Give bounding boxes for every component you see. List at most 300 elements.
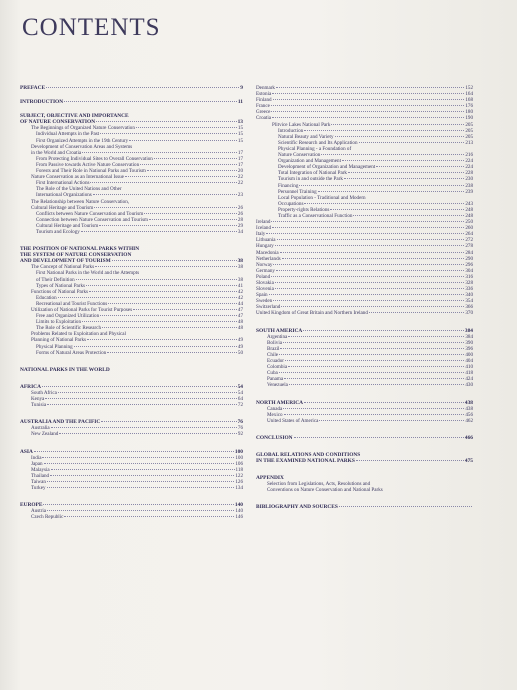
toc-entry-title: Argentina — [267, 333, 288, 340]
toc-page-number: 15 — [237, 137, 243, 144]
toc-entry — [20, 402, 243, 408]
toc-entry — [20, 99, 243, 105]
toc-page-number: 146 — [235, 514, 243, 521]
toc-entry-title: Physical Planning — [36, 343, 73, 350]
toc-entry-title: The Role of Scientific Research — [36, 325, 102, 332]
toc-page-number: 205 — [465, 133, 473, 140]
toc-page-number: 216 — [465, 152, 473, 159]
toc-entry-title: Lithuania — [256, 237, 276, 244]
toc-leader — [273, 264, 464, 265]
toc-leader — [82, 152, 237, 153]
toc-entry — [20, 229, 243, 235]
toc-page-number: 22 — [237, 174, 243, 181]
toc-entry-title: Forests and Their Role in National Parks and Tourism — [36, 168, 146, 175]
toc-entry — [20, 350, 243, 356]
toc-entry-title: AUSTRALIA AND THE PACIFIC — [20, 419, 101, 426]
toc-leader — [294, 437, 464, 438]
toc-entry-title: Cultural Heritage and Tourism — [31, 204, 94, 211]
toc-page-number: 50 — [237, 349, 243, 356]
toc-page-number: 118 — [235, 466, 243, 473]
toc-entry-title: From Protecting Individual Sites to Overall Conservation — [36, 155, 153, 162]
toc-page-number: 248 — [465, 206, 473, 213]
toc-page-number: 38 — [237, 264, 243, 271]
toc-page-number: 296 — [465, 261, 473, 268]
toc-page-number: 20 — [237, 168, 243, 175]
toc-leader — [93, 194, 237, 195]
toc-leader — [45, 398, 237, 399]
toc-leader — [271, 111, 464, 112]
toc-leader — [100, 315, 237, 316]
toc-page-number: 410 — [465, 364, 473, 371]
toc-entry-title: NATIONAL PARKS IN THE WORLD — [20, 366, 110, 373]
toc-entry — [256, 458, 473, 464]
toc-entry-title: Italy — [256, 231, 266, 238]
toc-leader — [266, 233, 464, 234]
toc-leader — [339, 506, 472, 507]
toc-page-number: 48 — [237, 325, 243, 332]
toc-leader — [304, 203, 464, 204]
toc-entry-title: THE POSITION OF NATIONAL PARKS WITHIN — [20, 246, 140, 253]
toc-leader — [82, 321, 237, 322]
toc-leader — [144, 213, 237, 214]
toc-entry-title: International Organizations — [36, 192, 92, 199]
toc-entry-title: Nature Conservation as an International Issue — [31, 174, 124, 181]
toc-entry-title: Selection from Legislations, Acts, Resolutions and — [267, 481, 371, 488]
toc-entry-title: Limits to Exploitation — [36, 319, 81, 326]
toc-page-number: 438 — [465, 405, 473, 412]
toc-column-right — [256, 85, 473, 511]
toc-page-number: 134 — [235, 485, 243, 492]
toc-leader — [94, 207, 237, 208]
toc-entry — [20, 367, 243, 373]
toc-leader — [47, 487, 235, 488]
toc-entry-title: APPENDIX — [256, 475, 284, 482]
toc-entry-title: Physical Planning - a Foundation of — [278, 145, 352, 152]
toc-entry-title: United Kingdom of Great Britain and Northern Ireland — [256, 310, 368, 317]
toc-leader — [42, 457, 234, 458]
toc-leader — [283, 408, 464, 409]
toc-entry-title: Nature Conservation — [278, 152, 321, 159]
toc-leader — [335, 136, 465, 137]
toc-page-number: 49 — [237, 343, 243, 350]
toc-entry-title: CONCLUSION — [256, 434, 293, 441]
toc-leader — [273, 300, 464, 301]
toc-leader — [273, 99, 465, 100]
toc-entry-title: Sweden — [256, 298, 273, 305]
toc-entry-title: Macedonia — [256, 249, 279, 256]
toc-entry-title: Bolivia — [267, 339, 282, 346]
toc-page-number: 396 — [465, 345, 473, 352]
toc-entry-title: Canada — [267, 405, 283, 412]
toc-page-number: 26 — [237, 204, 243, 211]
toc-page-number: 418 — [465, 370, 473, 377]
toc-page-number: 272 — [465, 237, 473, 244]
toc-leader — [136, 127, 237, 128]
toc-leader — [149, 219, 237, 220]
toc-entry-title: Individual Attempts in the Past — [36, 131, 100, 138]
toc-leader — [89, 291, 237, 292]
toc-page-number: 264 — [465, 231, 473, 238]
toc-entry-title: United States of America — [267, 417, 319, 424]
toc-leader — [86, 285, 237, 286]
toc-leader — [272, 93, 464, 94]
toc-page-number: 475 — [464, 458, 473, 465]
toc-entry-title: First National Parks in the World and the Attempts — [36, 270, 140, 277]
toc-page-number: 54 — [237, 383, 243, 390]
toc-entry-title: Development of Conservation Areas and Systems — [31, 143, 133, 150]
toc-entry-title: Czech Republic — [31, 514, 64, 521]
toc-leader — [269, 294, 465, 295]
toc-page-number: 438 — [464, 399, 473, 406]
toc-leader — [46, 87, 239, 88]
toc-page-number: 176 — [465, 103, 473, 110]
toc-leader — [348, 172, 464, 173]
toc-entry-title: The Relationship between Nature Conservation, — [31, 198, 130, 205]
toc-page-number: 354 — [465, 298, 473, 305]
toc-entry-title: South Africa — [31, 389, 57, 396]
toc-entry-title: Connection between Nature Conservation and Tourism — [36, 216, 149, 223]
toc-leader — [279, 354, 464, 355]
toc-entry-title: Types of National Parks — [36, 282, 86, 289]
toc-leader — [102, 327, 237, 328]
toc-page-number: 304 — [465, 267, 473, 274]
toc-page-number: 9 — [240, 85, 243, 91]
toc-leader — [133, 309, 237, 310]
toc-entry-title: Ecuador — [267, 358, 284, 365]
toc-entry-title: Forms of Natural Areas Protection — [36, 349, 107, 356]
toc-page-number: 29 — [237, 222, 243, 229]
toc-entry-title: Switzerland — [256, 304, 281, 311]
toc-entry — [256, 382, 473, 388]
toc-page-number: 54 — [237, 389, 243, 396]
toc-page-number: 92 — [237, 431, 243, 438]
toc-entry-title: Mexico — [267, 411, 283, 418]
toc-leader — [353, 215, 464, 216]
toc-leader — [271, 221, 464, 222]
toc-entry-title: AND DEVELOPMENT OF TOURISM — [20, 258, 111, 265]
toc-entry — [20, 485, 243, 491]
toc-leader — [369, 312, 464, 313]
toc-leader — [318, 191, 465, 192]
toc-page-number: 100 — [235, 454, 243, 461]
toc-entry-title: Slovakia — [256, 280, 274, 286]
toc-entry-title: Recreational and Tourist Functions — [36, 300, 108, 307]
toc-page-number: 278 — [465, 243, 473, 250]
toc-entry-title: Denmark — [256, 85, 275, 91]
toc-entry-title: Brazil — [267, 345, 280, 352]
toc-leader — [59, 433, 237, 434]
toc-page-number: 250 — [465, 219, 473, 226]
toc-entry-title: Venezuela — [267, 382, 288, 389]
toc-entry-title: Free and Organized Utilization — [36, 313, 100, 320]
toc-leader — [47, 481, 234, 482]
toc-page-number: 41 — [237, 282, 243, 289]
toc-entry-title: First Organized Attempts in the 19th Century — [36, 137, 129, 144]
toc-leader — [34, 451, 234, 452]
toc-page-number: 390 — [465, 339, 473, 346]
toc-page-number: 180 — [465, 109, 473, 116]
toc-entry-title: Tourism in and outside the Park — [278, 176, 343, 183]
toc-leader — [304, 130, 464, 131]
toc-page-number: 140 — [235, 508, 243, 515]
toc-page-number: 366 — [465, 304, 473, 311]
toc-page-number: 42 — [237, 294, 243, 301]
toc-entry-title: Development of Organization and Management — [278, 164, 376, 171]
toc-entry-title: Total Integration of National Park — [278, 170, 347, 177]
toc-page-number: 76 — [237, 419, 243, 426]
toc-leader — [50, 475, 234, 476]
toc-leader — [275, 288, 465, 289]
toc-leader — [275, 282, 465, 283]
toc-leader — [276, 87, 464, 88]
toc-leader — [280, 348, 464, 349]
toc-entry-title: Cultural Heritage and Tourism — [36, 222, 99, 229]
toc-page-number: 248 — [465, 212, 473, 219]
toc-entry-title: Netherlands — [256, 255, 281, 262]
toc-entry-title: GLOBAL RELATIONS AND CONDITIONS — [256, 451, 361, 458]
toc-leader — [129, 140, 237, 141]
toc-leader — [96, 121, 237, 122]
toc-leader — [272, 117, 464, 118]
toc-page-number: 238 — [465, 182, 473, 189]
toc-entry-title: The Concept of National Parks — [31, 264, 95, 271]
toc-leader — [125, 176, 237, 177]
toc-leader — [359, 142, 465, 143]
toc-entry-title: Problems Related to Exploitation and Physical — [31, 331, 126, 338]
toc-leader — [283, 342, 464, 343]
toc-leader — [275, 245, 465, 246]
toc-leader — [64, 516, 234, 517]
toc-page-number: 466 — [464, 434, 473, 441]
toc-page-number: 424 — [465, 376, 473, 383]
toc-page-number: 34 — [237, 228, 243, 235]
toc-page-number: 42 — [237, 288, 243, 295]
toc-entry — [20, 85, 243, 91]
toc-entry-title: Functions of National Parks — [31, 288, 89, 295]
toc-entry-title: New Zealand — [31, 431, 59, 438]
toc-entry-title: Occupations — [278, 200, 304, 207]
toc-entry-title: Scientific Research and Its Application — [278, 139, 358, 146]
toc-entry-title: Norway — [256, 261, 273, 268]
toc-entry-title: Planning of National Parks — [31, 337, 87, 344]
toc-entry — [20, 514, 243, 520]
toc-page-number: 11 — [237, 99, 243, 106]
toc-page-number: 106 — [235, 460, 243, 467]
toc-entry-title: From Passive towards Active Nature Conservation — [36, 161, 140, 168]
toc-entry — [256, 418, 473, 424]
toc-entry-title: Tunisia — [31, 402, 47, 409]
toc-leader — [108, 303, 237, 304]
toc-page-number: 49 — [237, 337, 243, 344]
toc-page-number: 456 — [465, 411, 473, 418]
toc-page-number: 23 — [237, 192, 243, 199]
toc-leader — [321, 154, 464, 155]
toc-entry-title: Traffic as a Conservational Function — [278, 212, 353, 219]
toc-leader — [147, 170, 237, 171]
toc-entry-title: Financing — [278, 182, 299, 189]
toc-page-number: 17 — [237, 155, 243, 162]
toc-leader — [277, 239, 465, 240]
toc-entry-title: BIBLIOGRAPHY AND SOURCES — [256, 504, 338, 511]
toc-page-number: 336 — [465, 286, 473, 293]
toc-entry-title: First International Actions — [36, 180, 90, 187]
toc-leader — [299, 185, 464, 186]
toc-leader — [76, 279, 237, 280]
toc-leader — [289, 384, 464, 385]
toc-leader — [376, 166, 464, 167]
toc-page-number: 384 — [465, 333, 473, 340]
toc-page-number: 328 — [465, 280, 473, 286]
toc-entry-title: Thailand — [31, 472, 50, 479]
page-title: CONTENTS — [22, 14, 161, 41]
toc-page-number: 290 — [465, 255, 473, 262]
toc-entry-title: Greece — [256, 109, 271, 116]
toc-entry-title: Ireland — [256, 219, 271, 226]
toc-page-number: 400 — [465, 351, 473, 358]
toc-leader — [47, 404, 237, 405]
toc-page-number: 230 — [465, 176, 473, 183]
toc-page-number: 260 — [465, 225, 473, 232]
toc-leader — [288, 366, 464, 367]
toc-leader — [87, 339, 237, 340]
toc-page-number: 462 — [465, 417, 473, 424]
toc-page-number: 316 — [465, 273, 473, 280]
toc-entry-title: Finland — [256, 97, 272, 104]
toc-entry-title: Chile — [267, 351, 279, 358]
toc-page-number: 76 — [237, 425, 243, 432]
toc-entry-title: Estonia — [256, 91, 272, 98]
toc-page-number: 13 — [237, 119, 243, 126]
toc-page-number: 404 — [465, 358, 473, 365]
toc-page-number: 38 — [237, 258, 243, 265]
toc-leader — [276, 270, 464, 271]
toc-entry-title: Natural Beauty and Variety — [278, 133, 334, 140]
toc-leader — [74, 346, 237, 347]
toc-leader — [319, 420, 464, 421]
toc-leader — [90, 182, 236, 183]
toc-leader — [42, 386, 237, 387]
toc-leader — [331, 124, 464, 125]
toc-entry-title: Japan — [31, 460, 43, 467]
toc-entry-title: France — [256, 103, 270, 110]
toc-page-number: 44 — [237, 300, 243, 307]
toc-leader — [284, 414, 465, 415]
toc-entry-title: THE SYSTEM OF NATURE CONSERVATION — [20, 252, 132, 259]
toc-entry — [256, 310, 473, 316]
toc-entry-title: of Their Definition — [36, 276, 75, 283]
toc-leader — [271, 276, 464, 277]
toc-leader — [284, 378, 464, 379]
toc-entry — [256, 504, 473, 510]
toc-leader — [58, 297, 237, 298]
toc-page-number: 48 — [237, 319, 243, 326]
toc-entry-title: Spain — [256, 292, 268, 299]
toc-page-number: 122 — [235, 472, 243, 479]
toc-leader — [272, 227, 464, 228]
toc-entry-title: Conventions on Nature Conservation and National Parks — [267, 487, 383, 494]
toc-page-number: 100 — [234, 448, 243, 455]
toc-entry-title: Conflicts between Nature Conservation and Tourism — [36, 210, 144, 217]
toc-entry-title: Malaysia — [31, 466, 50, 473]
toc-page-number: 370 — [465, 310, 473, 317]
toc-page-number: 190 — [465, 115, 473, 122]
toc-page-number: 15 — [237, 125, 243, 132]
toc-entry-title: INTRODUCTION — [20, 99, 64, 106]
toc-entry-title: Germany — [256, 267, 275, 274]
toc-leader — [280, 252, 465, 253]
toc-entry — [20, 431, 243, 437]
toc-page-number: 430 — [465, 382, 473, 389]
toc-entry-title: Australia — [31, 425, 50, 432]
toc-entry-title: ASIA — [20, 448, 33, 455]
toc-leader — [95, 266, 237, 267]
toc-leader — [356, 460, 464, 461]
toc-leader — [107, 352, 237, 353]
toc-page-number: 224 — [465, 164, 473, 171]
toc-entry-title: Panama — [267, 376, 284, 383]
toc-leader — [271, 105, 465, 106]
toc-entry-title: SOUTH AMERICA — [256, 327, 303, 334]
toc-entry-title: Personnel Training — [278, 188, 317, 195]
toc-page-number: 140 — [234, 502, 243, 509]
toc-page-number: 168 — [465, 97, 473, 104]
toc-leader — [342, 160, 464, 161]
toc-leader — [47, 510, 234, 511]
toc-page-number: 47 — [237, 307, 243, 313]
toc-page-number: 205 — [465, 121, 473, 128]
toc-entry-title: Poland — [256, 273, 271, 280]
toc-leader — [112, 260, 237, 261]
toc-entry-title: Plitvice Lakes National Park — [272, 121, 331, 128]
toc-leader — [99, 225, 237, 226]
toc-entry-title: in the World and Croatia — [31, 149, 82, 156]
toc-entry-title: The Role of the United Nations and Other — [36, 186, 122, 193]
toc-page-number: 17 — [237, 149, 243, 156]
toc-leader — [279, 372, 465, 373]
toc-entry-title: IN THE EXAMINED NATIONAL PARKS — [256, 458, 355, 465]
toc-entry-title: Tourism and Ecology — [36, 228, 80, 235]
toc-leader — [101, 421, 236, 422]
toc-page-number: 213 — [465, 139, 473, 146]
toc-page-number: 17 — [237, 161, 243, 168]
toc-leader — [303, 330, 464, 331]
toc-column-left — [20, 85, 243, 520]
toc-leader — [100, 133, 237, 134]
toc-page-number: 205 — [465, 127, 473, 134]
toc-entry-title: Turkey — [31, 485, 46, 492]
toc-page-number: 384 — [464, 327, 473, 334]
toc-leader — [304, 402, 464, 403]
toc-entry-title: Hungary — [256, 243, 274, 250]
toc-entry-title: Organization and Management — [278, 158, 341, 165]
toc-page-number: 228 — [465, 170, 473, 177]
toc-page-number: 38 — [237, 276, 243, 283]
toc-leader — [58, 392, 237, 393]
toc-entry-title: Slovenia — [256, 286, 274, 293]
toc-leader — [140, 164, 237, 165]
toc-page-number: 15 — [237, 131, 243, 138]
toc-page-number: 224 — [465, 158, 473, 165]
toc-page-number: 72 — [237, 402, 243, 409]
toc-leader — [51, 469, 235, 470]
toc-entry-title: PREFACE — [20, 85, 46, 91]
toc-entry-title: SUBJECT, OBJECTIVE AND IMPORTANCE — [20, 113, 129, 120]
toc-entry-title: Cuba — [267, 370, 278, 377]
toc-entry-title: Local Population - Traditional and Modern — [278, 194, 366, 201]
toc-leader — [281, 306, 464, 307]
toc-page-number: 243 — [465, 200, 473, 207]
toc-entry-title: Utilization of National Parks for Tourist Purposes — [31, 307, 133, 313]
